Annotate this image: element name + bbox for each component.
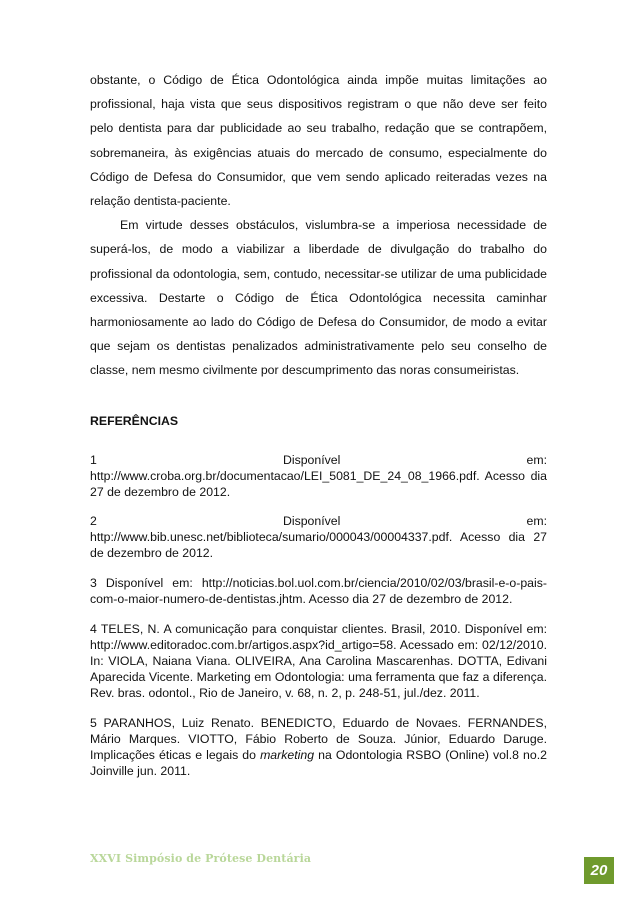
reference-emphasis: marketing <box>260 748 315 762</box>
reference-item: 3 Disponível em: http://noticias.bol.uol.com.br/ciencia/2010/02/03/brasil-e-o-pais-com-o-maior-numero-de-dentistas.jhtm. Acesso dia 27 de dezembro de 2012. <box>90 576 547 606</box>
reference-text: na Odontologia RSBO (Online) vol.8 no.2 Joinville jun. 2011. <box>90 748 547 778</box>
reference-item <box>90 715 547 779</box>
page-number-badge: 20 <box>584 857 614 884</box>
footer-event-title: XXVI Simpósio de Prótese Dentária <box>90 852 312 865</box>
reference-item: 4 TELES, N. A comunicação para conquistar clientes. Brasil, 2010. Disponível em: http://www.editoradoc.com.br/artigos.aspx?id_artigo=58. Acessado em: 02/12/2010. In: VIOLA, Naiana Viana. OLIVEIRA, Ana Carolina Mascarenhas. DOTTA, Edivani Aparecida Vicente. Marketing em Odontologia: uma ferramenta que faz a diferença. Rev. bras. odontol., Rio de Janeiro, v. 68, n. 2, p. 248-51, jul./dez. 2011. <box>90 622 547 700</box>
reference-item: 2 Disponível em: http://www.bib.unesc.net/biblioteca/sumario/000043/00004337.pdf. Acesso dia 27 de dezembro de 2012. <box>90 514 547 560</box>
reference-text: 5 PARANHOS, Luiz Renato. BENEDICTO, Eduardo de Novaes. FERNANDES, Mário Marques. VIOTTO, Fábio Roberto de Souza. Júnior, Eduardo Daruge. Implicações éticas e legais do <box>90 716 547 762</box>
references-heading: REFERÊNCIAS <box>90 414 179 428</box>
document-page <box>90 68 547 778</box>
reference-item: 1 Disponível em: http://www.croba.org.br/documentacao/LEI_5081_DE_24_08_1966.pdf. Acesso dia 27 de dezembro de 2012. <box>90 453 547 499</box>
body-paragraph: obstante, o Código de Ética Odontológica ainda impõe muitas limitações ao profissional, haja vista que seus dispositivos registram o que não deve ser feito pelo dentista para dar publicidade ao seu trabalho, redação que se contrapõem, sobremaneira, às exigências atuais do mercado de consumo, especialmente do Código de Defesa do Consumidor, que vem sendo aplicado reiteradas vezes na relação dentista-paciente. <box>90 73 547 209</box>
body-paragraph: Em virtude desses obstáculos, vislumbra-se a imperiosa necessidade de superá-los, de modo a viabilizar a liberdade de divulgação do trabalho do profissional da odontologia, sem, contudo, necessitar-se utilizar de uma publicidade excessiva. Destarte o Código de Ética Odontológica necessita caminhar harmoniosamente ao lado do Código de Defesa do Consumidor, de modo a evitar que sejam os dentistas penalizados administrativamente pelo seu conselho de classe, nem mesmo civilmente por descumprimento das noras consumeiristas. <box>90 218 547 378</box>
references-list <box>90 452 547 793</box>
